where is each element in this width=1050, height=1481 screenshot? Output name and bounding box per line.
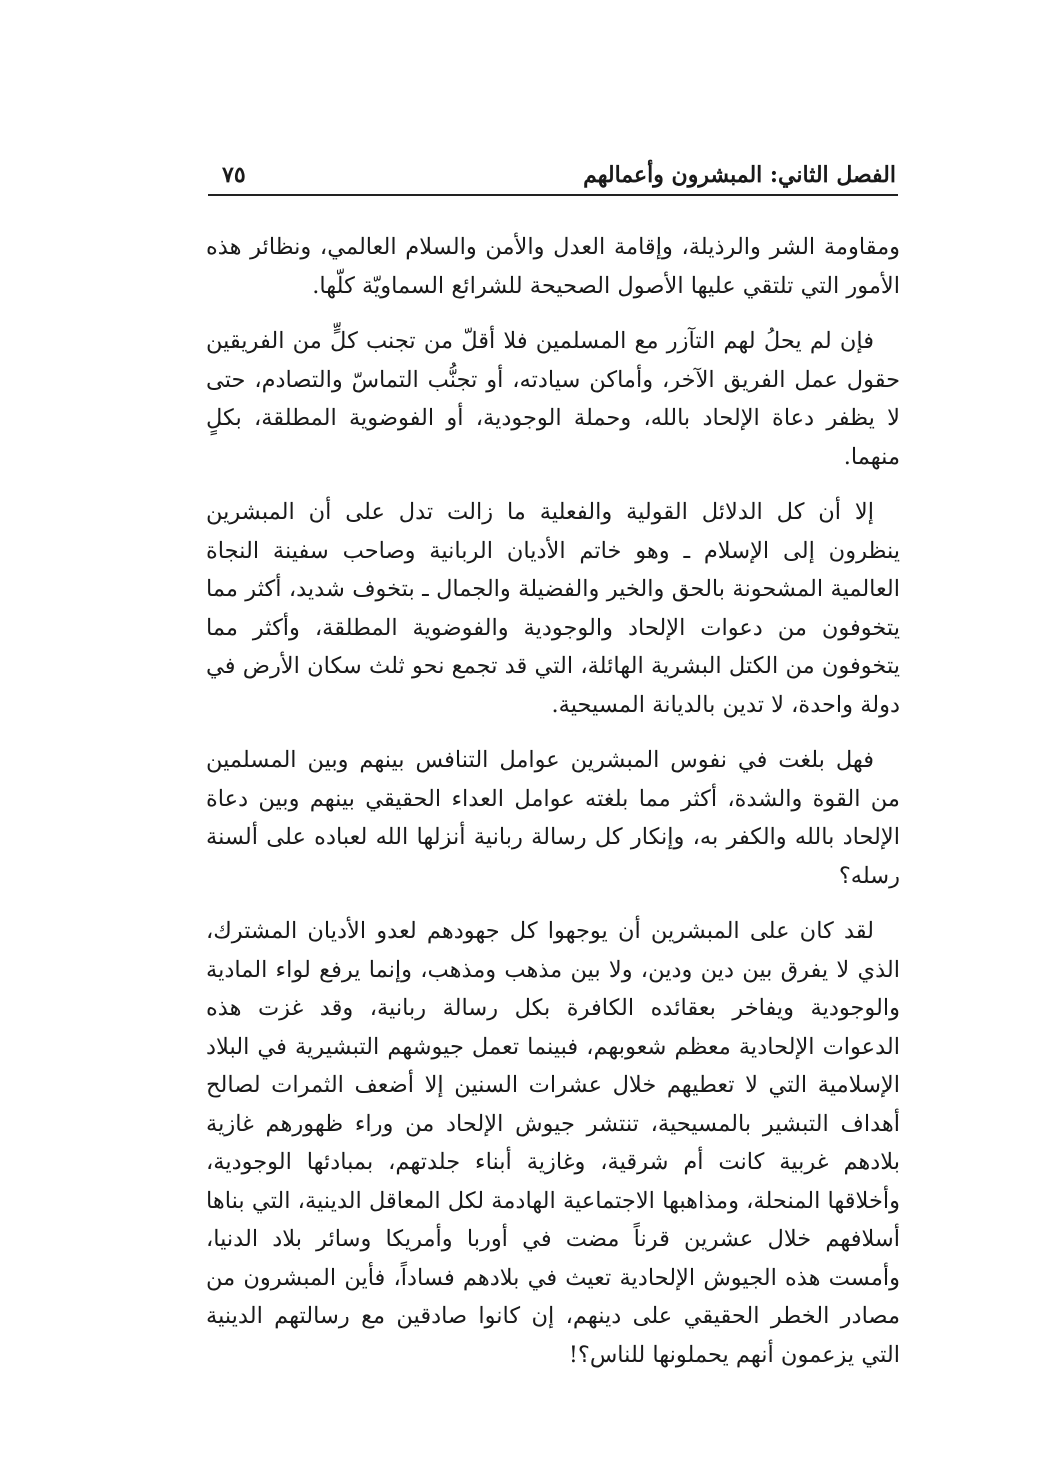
page-number: ٧٥ <box>222 162 246 188</box>
paragraph-3: إلا أن كل الدلائل القولية والفعلية ما زالت تدل على أن المبشرين ينظرون إلى الإسلام ـ وهو خاتم الأديان الربانية وصاحب سفينة النجاة العالمية المشحونة بالحق والخير والفضيلة والجمال ـ بتخوف شديد، أكثر مما يتخوفون من دعوات الإلحاد والوجودية والفوضوية المطلقة، وأكثر مما يتخوفون من الكتل البشرية الهائلة، التي قد تجمع نحو ثلث سكان الأرض في دولة واحدة، لا تدين بالديانة المسيحية. <box>206 499 900 718</box>
chapter-title: الفصل الثاني: المبشرون وأعمالهم <box>583 162 896 188</box>
paragraph-4: فهل بلغت في نفوس المبشرين عوامل التنافس بينهم وبين المسلمين من القوة والشدة، أكثر مما بلغته عوامل العداء الحقيقي بينهم وبين دعاة الإلحاد بالله والكفر به، وإنكار كل رسالة ربانية أنزلها الله لعباده على ألسنة رسله؟ <box>206 747 900 889</box>
header-divider <box>208 194 898 196</box>
running-header <box>208 160 896 194</box>
body-text <box>206 228 900 1374</box>
paragraph-1: ومقاومة الشر والرذيلة، وإقامة العدل والأمن والسلام العالمي، ونظائر هذه الأمور التي تلتقي عليها الأصول الصحيحة للشرائع السماويّة كلّها. <box>206 234 900 299</box>
paragraph-5: لقد كان على المبشرين أن يوجهوا كل جهودهم لعدو الأديان المشترك، الذي لا يفرق بين دين ودين، ولا بين مذهب ومذهب، وإنما يرفع لواء المادية والوجودية ويفاخر بعقائده الكافرة بكل رسالة ربانية، وقد غزت هذه الدعوات الإلحادية معظم شعوبهم، فبينما تعمل جيوشهم التبشيرية في البلاد الإسلامية التي لا تعطيهم خلال عشرات السنين إلا أضعف الثمرات لصالح أهداف التبشير بالمسيحية، تنتشر جيوش الإلحاد من وراء ظهورهم غازية بلادهم غربية كانت أم شرقية، وغازية أبناء جلدتهم، بمبادئها الوجودية، وأخلاقها المنحلة، ومذاهبها الاجتماعية الهادمة لكل المعاقل الدينية، التي بناها أسلافهم خلال عشرين قرناً مضت في أوربا وأمريكا وسائر بلاد الدنيا، وأمست هذه الجيوش الإلحادية تعيث في بلادهم فساداً، فأين المبشرون من مصادر الخطر الحقيقي على دينهم، إن كانوا صادقين مع رسالتهم الدينية التي يزعمون أنهم يحملونها للناس؟! <box>206 918 900 1368</box>
paragraph-2: فإن لم يحلُ لهم التآزر مع المسلمين فلا أقلّ من تجنب كلٍّ من الفريقين حقول عمل الفريق الآخر، وأماكن سيادته، أو تجنُّب التماسّ والتصادم، حتى لا يظفر دعاة الإلحاد بالله، وحملة الوجودية، أو الفوضوية المطلقة، بكلٍ منهما. <box>206 328 900 470</box>
